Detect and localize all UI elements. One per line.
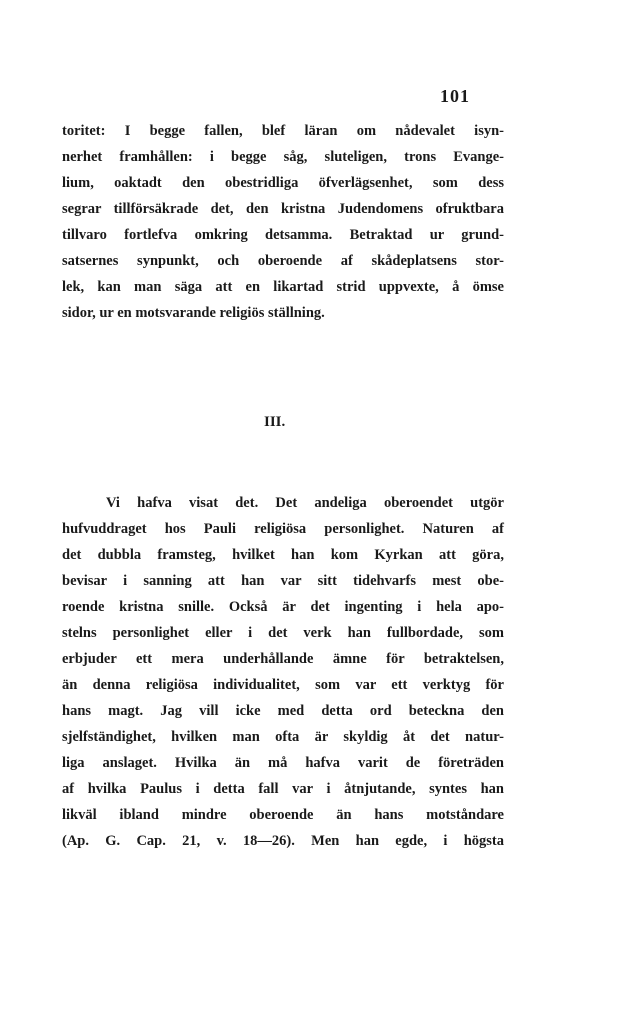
- text-line: lium, oaktadt den obestridliga öfverlägsenhet, som dess: [62, 175, 504, 191]
- text-line: toritet: I begge fallen, blef läran om nådevalet isyn-: [62, 123, 504, 139]
- text-line: sidor, ur en motsvarande religiös ställning.: [62, 305, 325, 321]
- text-line: bevisar i sanning att han var sitt tidehvarfs mest obe-: [62, 573, 504, 589]
- text-line: satsernes synpunkt, och oberoende af skådeplatsens stor-: [62, 253, 504, 269]
- text-line: Vi hafva visat det. Det andeliga oberoendet utgör: [106, 495, 504, 511]
- text-line: lek, kan man säga att en likartad strid uppvexte, å ömse: [62, 279, 504, 295]
- paragraph-1: [62, 118, 504, 326]
- text-line: än denna religiösa individualitet, som var ett verktyg för: [62, 677, 504, 693]
- text-line: likväl ibland mindre oberoende än hans motståndare: [62, 807, 504, 823]
- text-line: roende kristna snille. Också är det ingenting i hela apo-: [62, 599, 504, 615]
- text-line: nerhet framhållen: i begge såg, sluteligen, trons Evange-: [62, 149, 504, 165]
- text-line: segrar tillförsäkrade det, den kristna Judendomens ofruktbara: [62, 201, 504, 217]
- text-line: liga anslaget. Hvilka än må hafva varit de företräden: [62, 755, 504, 771]
- paragraph-2: [62, 490, 504, 854]
- text-line: sjelfständighet, hvilken man ofta är skyldig åt det natur-: [62, 729, 504, 745]
- text-line: af hvilka Paulus i detta fall var i åtnjutande, syntes han: [62, 781, 504, 797]
- text-line: hans magt. Jag vill icke med detta ord beteckna den: [62, 703, 504, 719]
- text-line: tillvaro fortlefva omkring detsamma. Betraktad ur grund-: [62, 227, 504, 243]
- text-line: det dubbla framsteg, hvilket han kom Kyrkan att göra,: [62, 547, 504, 563]
- text-line: erbjuder ett mera underhållande ämne för betraktelsen,: [62, 651, 504, 667]
- page-number: 101: [440, 86, 470, 106]
- section-heading: III.: [264, 414, 286, 430]
- text-line: hufvuddraget hos Pauli religiösa personlighet. Naturen af: [62, 521, 504, 537]
- text-line: stelns personlighet eller i det verk han fullbordade, som: [62, 625, 504, 641]
- text-line: (Ap. G. Cap. 21, v. 18—26). Men han egde, i högsta: [62, 833, 504, 849]
